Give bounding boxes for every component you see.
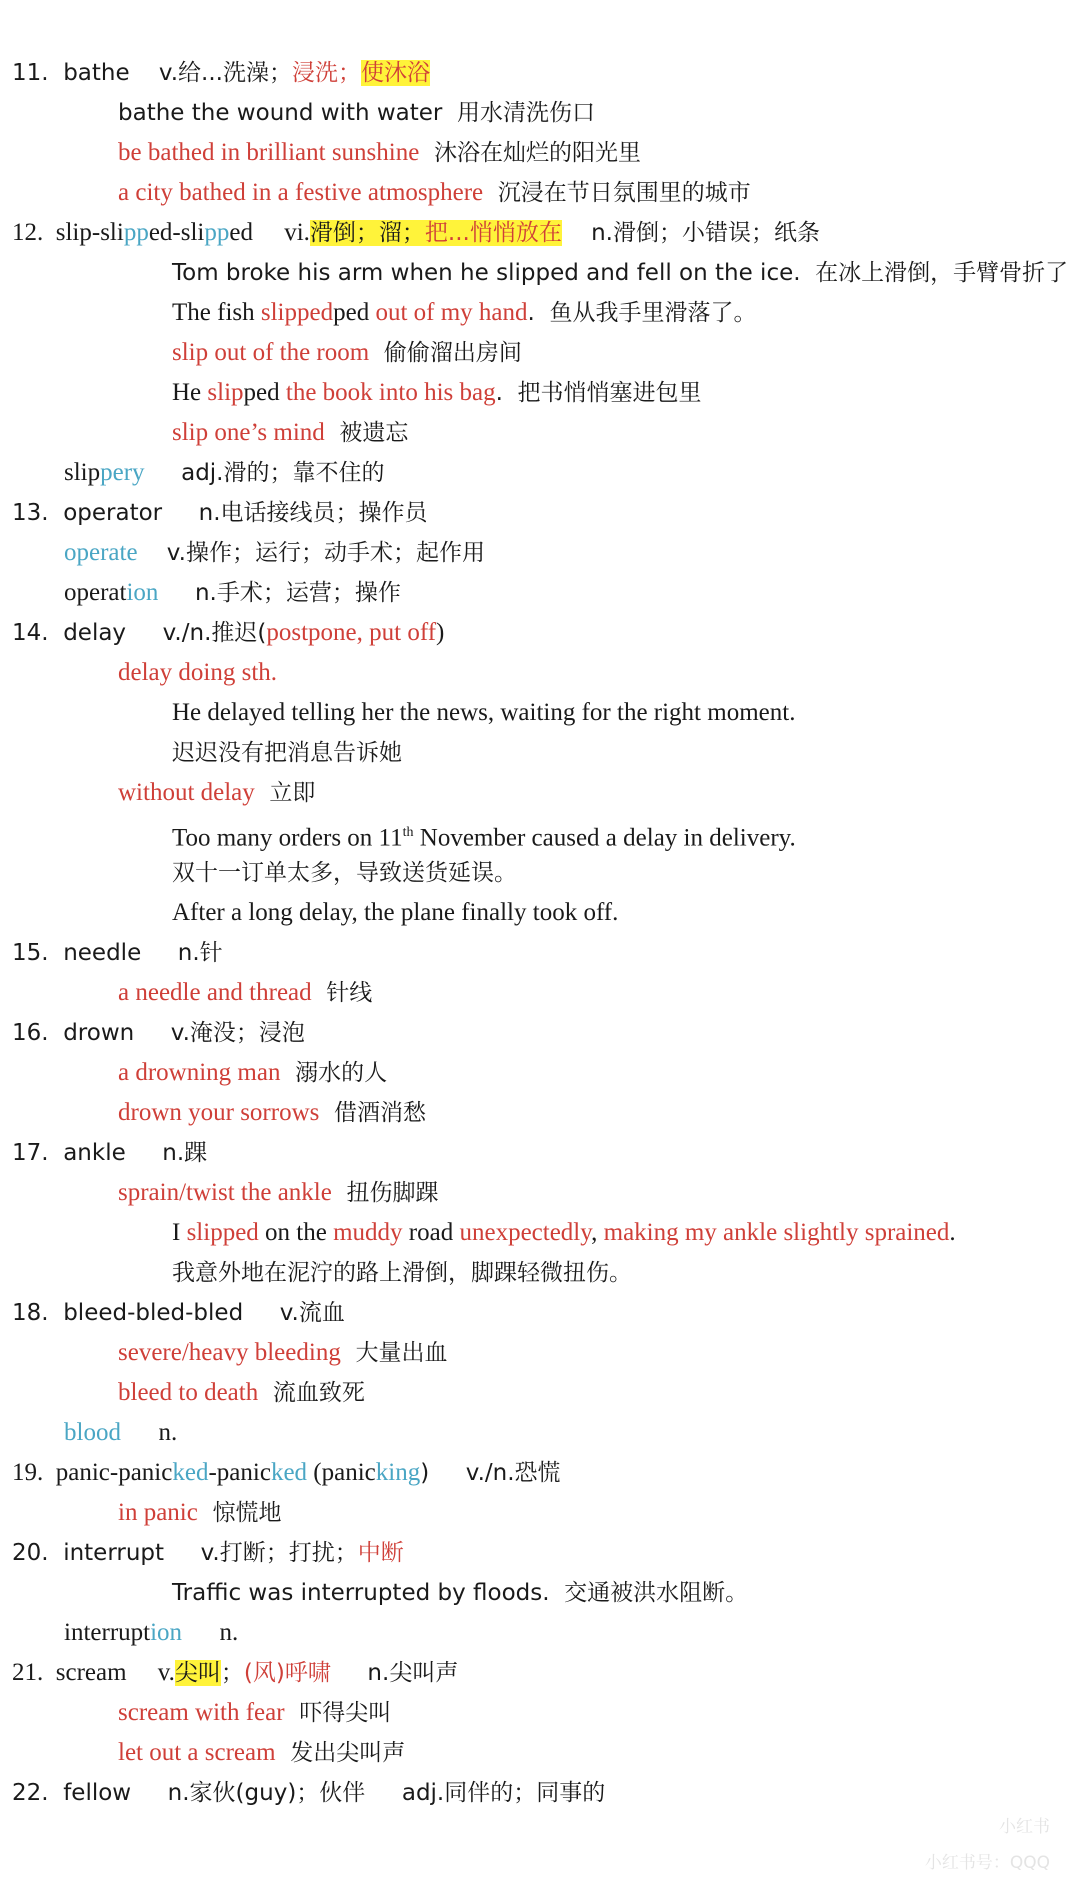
text-segment: 发出尖叫声 xyxy=(275,1740,406,1766)
text-segment: 双十一订单太多，导致送货延误。 xyxy=(172,860,517,886)
doc-line xyxy=(172,294,756,332)
text-segment: 15. needle n.针 xyxy=(12,940,223,966)
text-segment: a needle and thread xyxy=(118,979,312,1006)
text-segment: v.操作；运行；动手术；起作用 xyxy=(137,540,485,566)
text-segment: 溺水的人 xyxy=(280,1060,388,1086)
text-segment: slip xyxy=(207,379,244,406)
text-segment: 沐浴在灿烂的阳光里 xyxy=(419,140,641,166)
doc-line xyxy=(64,1414,177,1452)
text-segment: sprain/twist the ankle xyxy=(118,1179,332,1206)
text-segment: 22. fellow n.家伙(guy)；伙伴 adj.同伴的；同事的 xyxy=(12,1780,606,1806)
text-segment: a drowning man xyxy=(118,1059,281,1086)
text-segment: slipped xyxy=(260,299,334,326)
text-segment: in panic xyxy=(118,1499,198,1526)
text-segment: slip out of the room xyxy=(172,339,370,366)
text-segment: th xyxy=(402,825,414,840)
text-segment: 尖叫 xyxy=(174,1660,221,1686)
text-segment: 沉浸在节日氛围里的城市 xyxy=(483,180,751,206)
text-segment: I xyxy=(172,1219,187,1246)
text-segment: Tom broke his arm when he slipped and fell on the ice. 在冰上滑倒，手臂骨折了 xyxy=(172,260,1069,286)
text-segment: 立即 xyxy=(254,780,316,806)
text-segment: 11. bathe v.给...洗澡； xyxy=(12,60,292,86)
doc-line xyxy=(12,1534,404,1572)
text-segment: muddy xyxy=(333,1219,403,1246)
doc-line xyxy=(118,654,277,692)
text-segment: 借酒消愁 xyxy=(319,1100,426,1126)
text-segment: ed-sli xyxy=(148,219,205,246)
text-segment: 17. ankle n.踝 xyxy=(12,1140,208,1166)
text-segment: 21. scream v. xyxy=(12,1659,175,1686)
text-segment: (风)呼啸 xyxy=(243,1660,331,1686)
doc-line xyxy=(64,454,385,492)
doc-line xyxy=(172,814,796,852)
text-segment: slip xyxy=(64,459,101,486)
doc-line xyxy=(118,1174,438,1212)
text-segment: ) v./n.恐慌 xyxy=(420,1460,561,1486)
text-segment: 18. bleed-bled-bled v.流血 xyxy=(12,1300,345,1326)
text-segment: unexpectedly xyxy=(459,1219,592,1246)
text-segment: let out a scream xyxy=(118,1739,276,1766)
text-segment: making my ankle slightly sprained xyxy=(603,1219,950,1246)
text-segment: ped xyxy=(243,379,280,406)
text-segment: pp xyxy=(204,219,230,246)
text-segment: out of my hand xyxy=(369,299,528,326)
doc-line xyxy=(12,214,820,252)
watermark-handle xyxy=(925,1848,1050,1873)
text-segment: -panic xyxy=(208,1459,271,1486)
doc-line xyxy=(12,614,444,652)
doc-line xyxy=(172,1254,632,1292)
text-segment: 针线 xyxy=(311,980,373,1006)
text-segment: ； xyxy=(220,1660,244,1686)
doc-line xyxy=(118,1374,365,1412)
doc-line xyxy=(172,254,1068,292)
watermark xyxy=(999,1812,1050,1837)
text-segment: a city bathed in a festive atmosphere xyxy=(118,179,484,206)
text-segment: n. xyxy=(120,1419,178,1446)
doc-line xyxy=(118,134,641,172)
watermark-handle-text: 小红书号：QQQ xyxy=(924,1853,1050,1873)
doc-line xyxy=(118,774,315,812)
text-segment: Too many orders on 11 xyxy=(172,824,403,852)
doc-line xyxy=(172,734,402,772)
doc-line xyxy=(12,1014,305,1052)
doc-line xyxy=(118,1054,387,1092)
text-segment: ked xyxy=(270,1459,308,1486)
text-segment: ion xyxy=(126,579,159,606)
doc-line xyxy=(12,1654,458,1692)
doc-line xyxy=(64,574,401,612)
doc-line xyxy=(118,1694,391,1732)
doc-line xyxy=(172,1214,956,1252)
text-segment: . xyxy=(949,1219,956,1246)
text-segment: king xyxy=(375,1459,421,1486)
text-segment: severe/heavy bleeding xyxy=(118,1339,341,1366)
doc-line xyxy=(12,494,428,532)
doc-line xyxy=(64,534,485,572)
text-segment: November caused a delay in delivery. xyxy=(413,824,796,852)
doc-line xyxy=(12,1294,345,1332)
doc-line xyxy=(64,1614,238,1652)
text-segment: road xyxy=(402,1219,460,1246)
text-segment: 14. delay v./n.推迟( xyxy=(12,620,267,646)
doc-line xyxy=(12,54,430,92)
text-segment: ed vi. xyxy=(229,219,310,246)
text-segment: 13. operator n.电话接线员；操作员 xyxy=(12,500,428,526)
text-segment: 16. drown v.淹没；浸泡 xyxy=(12,1020,305,1046)
doc-line xyxy=(118,1094,426,1132)
doc-line xyxy=(118,974,372,1012)
text-segment: 滑倒；溜； xyxy=(309,220,425,246)
doc-line xyxy=(118,94,595,132)
text-segment: postpone, put off xyxy=(266,619,437,646)
text-segment: operate xyxy=(64,539,138,566)
doc-line xyxy=(172,334,522,372)
text-segment: 偷偷溜出房间 xyxy=(369,340,522,366)
text-segment: He delayed telling her the news, waiting for the right moment. xyxy=(172,699,796,726)
text-segment: 使沐浴 xyxy=(360,60,430,86)
text-segment: . 把书悄悄塞进包里 xyxy=(495,380,702,406)
text-segment: n.尖叫声 xyxy=(330,1660,459,1686)
text-segment: ped xyxy=(333,299,370,326)
text-segment: pery xyxy=(100,459,145,486)
doc-line xyxy=(12,1774,605,1812)
text-segment: 惊慌地 xyxy=(197,1500,282,1526)
doc-line xyxy=(172,854,517,892)
watermark-badge: 小红书 xyxy=(999,1817,1050,1837)
text-segment: the book into his bag xyxy=(279,379,496,406)
text-segment: 大量出血 xyxy=(340,1340,448,1366)
doc-line xyxy=(12,1134,207,1172)
text-segment: (panic xyxy=(307,1459,376,1486)
doc-line xyxy=(118,1334,447,1372)
text-segment: ) xyxy=(436,619,445,646)
text-segment: n. xyxy=(182,1619,239,1646)
text-segment: operat xyxy=(64,579,127,606)
text-segment: 12. slip-sli xyxy=(12,219,124,246)
text-segment: scream with fear xyxy=(118,1699,285,1726)
text-segment: bathe the wound with water 用水清洗伤口 xyxy=(118,100,596,126)
text-segment: 流血致死 xyxy=(258,1380,365,1406)
text-segment: Traffic was interrupted by floods. 交通被洪水阻断。 xyxy=(172,1580,749,1606)
doc-line xyxy=(12,934,223,972)
text-segment: drown your sorrows xyxy=(118,1099,320,1126)
text-segment: He xyxy=(172,379,208,406)
text-segment: 我意外地在泥泞的路上滑倒，脚踝轻微扭伤。 xyxy=(172,1260,632,1286)
doc-line xyxy=(172,414,408,452)
text-segment: 中断 xyxy=(357,1540,404,1566)
text-segment: pp xyxy=(123,219,149,246)
text-segment: 扭伤脚踝 xyxy=(331,1180,439,1206)
text-segment: ion xyxy=(150,1619,183,1646)
text-segment: , xyxy=(591,1219,604,1246)
doc-line xyxy=(172,374,702,412)
text-segment: blood xyxy=(64,1419,121,1446)
text-segment: n.滑倒；小错误；纸条 xyxy=(561,220,820,246)
text-segment: slipped xyxy=(186,1219,259,1246)
text-segment: delay doing sth. xyxy=(118,659,278,686)
text-segment: 浸洗； xyxy=(291,60,361,86)
doc-line xyxy=(118,1734,405,1772)
doc-line xyxy=(118,1494,281,1532)
text-segment: bleed to death xyxy=(118,1379,259,1406)
text-segment: The fish xyxy=(172,299,261,326)
doc-line xyxy=(118,174,751,212)
text-segment: without delay xyxy=(118,779,255,806)
text-segment: slip one’s mind xyxy=(172,419,325,446)
text-segment: 吓得尖叫 xyxy=(284,1700,392,1726)
doc-line xyxy=(12,1454,561,1492)
text-segment: on the xyxy=(258,1219,334,1246)
text-segment: 把...悄悄放在 xyxy=(424,220,562,246)
text-segment: . 鱼从我手里滑落了。 xyxy=(527,300,757,326)
doc-line xyxy=(172,1574,748,1612)
text-segment: adj.滑的；靠不住的 xyxy=(144,460,385,486)
text-segment: 迟迟没有把消息告诉她 xyxy=(172,740,402,766)
text-segment: n.手术；运营；操作 xyxy=(158,580,401,606)
doc-line xyxy=(172,694,795,732)
text-segment: interrupt xyxy=(64,1619,151,1646)
doc-line xyxy=(172,894,618,932)
text-segment: be bathed in brilliant sunshine xyxy=(118,139,420,166)
text-segment: ked xyxy=(172,1459,209,1486)
text-segment: 20. interrupt v.打断；打扰； xyxy=(12,1540,358,1566)
text-segment: 19. panic-panic xyxy=(12,1459,173,1486)
text-segment: After a long delay, the plane finally took off. xyxy=(172,899,619,926)
text-segment: 被遗忘 xyxy=(324,420,409,446)
